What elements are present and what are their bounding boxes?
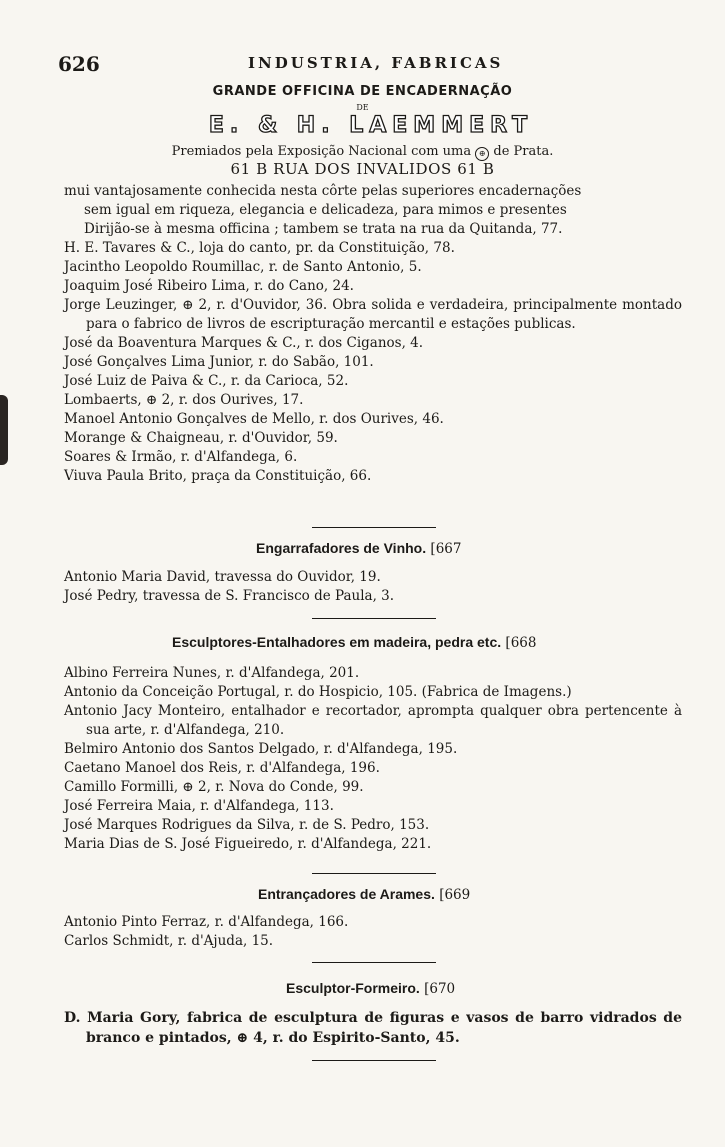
section-heading-title: Esculptores-Entalhadores em madeira, pedra etc.	[172, 634, 502, 650]
list-item: Antonio Maria David, travessa do Ouvidor, 19.	[64, 569, 381, 585]
section-heading-670	[286, 980, 455, 997]
list-item: José Gonçalves Lima Junior, r. do Sabão, 101.	[64, 354, 374, 370]
section-heading-667	[256, 540, 461, 557]
list-item: Jorge Leuzinger, ⊕ 2, r. d'Ouvidor, 36. Obra solida e verdadeira, principalmente montado para o fabrico de livros de escripturação mercantil e estações publicas.	[64, 297, 682, 332]
list-item: Antonio da Conceição Portugal, r. do Hospicio, 105. (Fabrica de Imagens.)	[64, 684, 572, 700]
advert-prize-before: Premiados pela Exposição Nacional com uma	[171, 144, 472, 159]
section-divider	[312, 527, 436, 528]
entries-670	[64, 1008, 682, 1048]
list-item: José Marques Rodrigues da Silva, r. de S. Pedro, 153.	[64, 817, 430, 833]
advert-prize-after: de Prata.	[493, 144, 554, 159]
advert-body-line: Dirijão-se à mesma officina ; tambem se trata na rua da Quitanda, 77.	[84, 221, 563, 237]
list-item: José da Boaventura Marques & C., r. dos Ciganos, 4.	[64, 335, 424, 351]
list-item: Antonio Jacy Monteiro, entalhador e recortador, apromptа qualquer obra pertencente à sua arte, r. d'Alfandega, 210.	[64, 703, 682, 738]
section-number: [669	[439, 887, 471, 903]
section-number: [667	[430, 541, 462, 557]
page-header	[58, 52, 698, 78]
section-heading-title: Engarrafadores de Vinho.	[256, 540, 427, 556]
list-item: Soares & Irmão, r. d'Alfandega, 6.	[64, 449, 298, 465]
list-item: Caetano Manoel dos Reis, r. d'Alfandega, 196.	[64, 760, 380, 776]
list-item: Maria Dias de S. José Figueiredo, r. d'Alfandega, 221.	[64, 836, 432, 852]
list-item: D. Maria Gory, fabrica de esculptura de figuras e vasos de barro vidrados de branco e pintados, ⊕ 4, r. do Espirito-Santo, 45.	[64, 1010, 682, 1046]
advert-title: GRANDE OFFICINA DE ENCADERNAÇÃO	[212, 84, 513, 99]
list-item: Albino Ferreira Nunes, r. d'Alfandega, 201.	[64, 665, 360, 681]
section-heading-668	[172, 634, 536, 651]
entries-668	[64, 664, 682, 854]
advert-address: 61 B RUA DOS INVALIDOS 61 B	[230, 160, 495, 178]
list-item: Joaquim José Ribeiro Lima, r. do Cano, 24.	[64, 278, 354, 294]
section-divider	[312, 873, 436, 874]
list-item: Camillo Formilli, ⊕ 2, r. Nova do Conde, 99.	[64, 779, 364, 795]
section-number: [668	[505, 635, 537, 651]
advert-body-line: mui vantajosamente conhecida nesta côrte pelas superiores encadernações	[64, 183, 582, 199]
section-divider	[312, 1060, 436, 1061]
advert-body-line: sem igual em riqueza, elegancia e delicadeza, para mimos e presentes	[84, 202, 567, 218]
section-number: [670	[424, 981, 456, 997]
section-divider	[312, 962, 436, 963]
list-item: Jacintho Leopoldo Roumillac, r. de Santo Antonio, 5.	[64, 259, 422, 275]
list-item: Lombaerts, ⊕ 2, r. dos Ourives, 17.	[64, 392, 304, 408]
advert-firm-name: E. & H. LAEMMERT	[208, 113, 534, 138]
list-item: H. E. Tavares & C., loja do canto, pr. da Constituição, 78.	[64, 240, 455, 256]
section-heading-669	[258, 886, 470, 903]
list-item: Morange & Chaigneau, r. d'Ouvidor, 59.	[64, 430, 338, 446]
list-item: José Luiz de Paiva & C., r. da Carioca, 52.	[64, 373, 349, 389]
list-item: Manoel Antonio Gonçalves de Mello, r. dos Ourives, 46.	[64, 411, 444, 427]
section-divider	[312, 618, 436, 619]
list-item: Carlos Schmidt, r. d'Ajuda, 15.	[64, 933, 274, 949]
list-item: José Pedry, travessa de S. Francisco de Paula, 3.	[64, 588, 395, 604]
list-item: Viuva Paula Brito, praça da Constituição, 66.	[64, 468, 372, 484]
section-heading-title: Entrançadores de Arames.	[258, 886, 435, 902]
advert-de: DE	[356, 103, 369, 112]
running-title: INDUSTRIA, FABRICAS	[248, 54, 504, 72]
entries-667	[64, 568, 682, 606]
advert-prize-line	[0, 144, 725, 161]
binding-shadow	[0, 395, 8, 465]
page-number: 626	[58, 52, 100, 76]
medal-icon: ⊕	[475, 147, 489, 161]
list-item: José Ferreira Maia, r. d'Alfandega, 113.	[64, 798, 334, 814]
list-item: Antonio Pinto Ferraz, r. d'Alfandega, 166.	[64, 914, 349, 930]
list-item: Belmiro Antonio dos Santos Delgado, r. d'Alfandega, 195.	[64, 741, 458, 757]
entries-669	[64, 913, 682, 951]
entries-bookbinders	[64, 239, 682, 486]
section-heading-title: Esculptor-Formeiro.	[286, 980, 420, 996]
advert-body	[64, 182, 682, 239]
